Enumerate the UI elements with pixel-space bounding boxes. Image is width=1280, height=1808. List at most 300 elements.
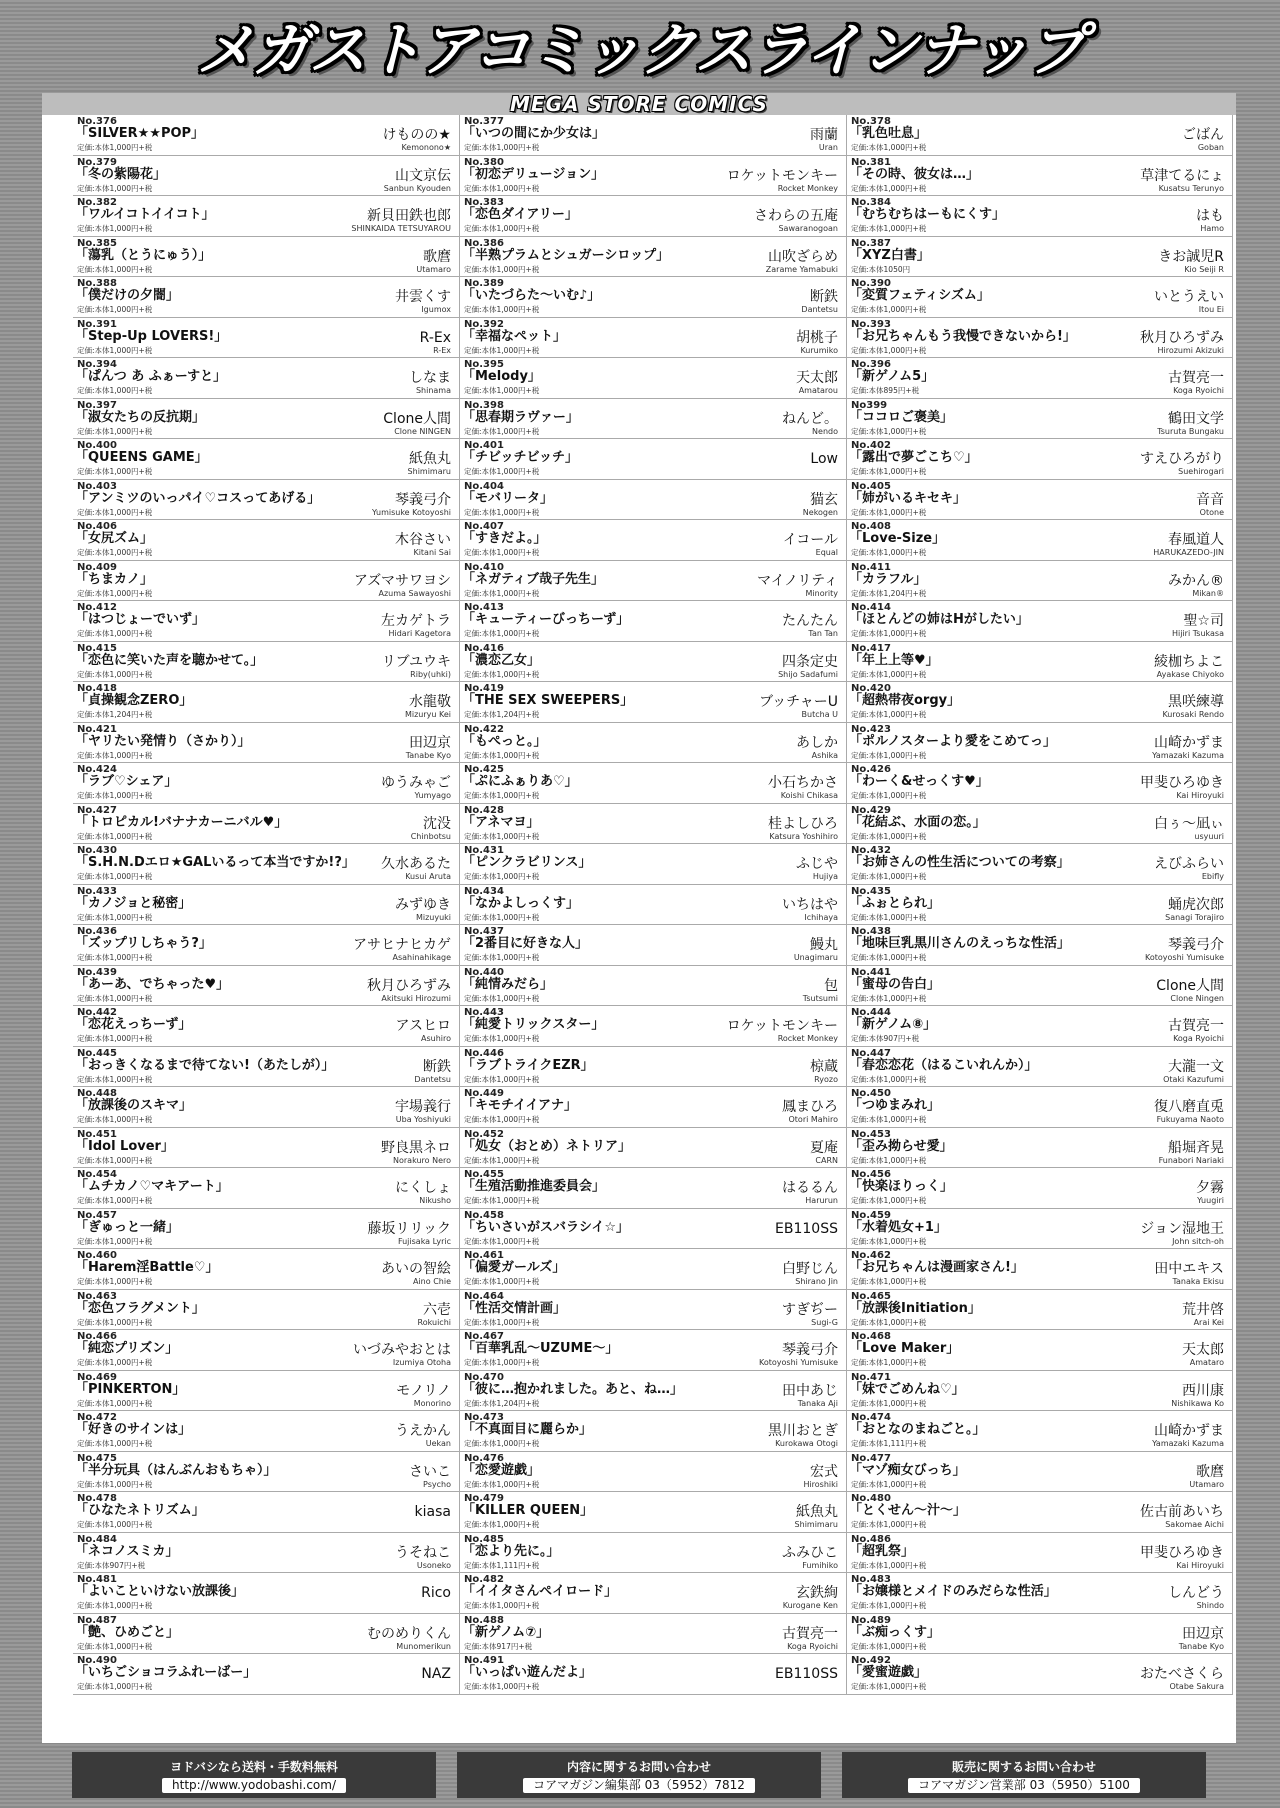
entry-price: 定価:本体1,000円+税 [77,507,153,517]
entry-author-romaji: Kemonono★ [401,143,451,152]
comic-entry [73,1614,460,1655]
entry-number: No.401 [464,440,504,451]
entry-author: みずゆき [395,896,451,913]
comic-entry [847,1290,1233,1331]
entry-number: No.473 [464,1412,504,1423]
comic-entry [460,804,847,845]
entry-author-romaji: Mizuryu Kei [404,710,451,719]
entry-author: いとうえい [1154,289,1224,305]
entry-author: 野良黒ネロ [381,1139,451,1156]
entry-author-romaji: Kurosaki Rendo [1162,710,1224,719]
entry-price: 定価:本体1,000円+税 [77,791,153,800]
entry-author-romaji: Arai Kei [1193,1317,1224,1327]
entry-author-romaji: R-Ex [433,345,451,355]
entry-price: 定価:本体1,000円+税 [77,224,153,233]
footer-phone: コアマガジン編集部 03（5952）7812 [523,1778,755,1793]
entry-number: No.382 [77,197,117,208]
entry-price: 定価:本体1,000円+税 [77,1601,153,1610]
entry-price: 定価:本体1,204円+税 [851,588,927,598]
entry-price: 定価:本体1,000円+税 [77,183,153,193]
entry-title: 「PINKERTON」 [75,1381,186,1397]
comic-entry [460,642,847,683]
entry-price: 定価:本体1,000円+税 [464,669,540,679]
entry-price: 定価:本体1,000円+税 [464,1277,540,1286]
entry-price: 定価:本体1,000円+税 [77,629,153,638]
entry-number: No.394 [77,359,117,370]
entry-author-romaji: Kurokawa Otogi [775,1439,838,1448]
entry-author: 山崎かずま [1154,1423,1224,1439]
comic-entry [460,1452,847,1493]
comic-entry [73,1249,460,1290]
entry-number: No.413 [464,602,504,613]
entry-title: 「ほとんどの姉はHがしたい」 [849,612,1029,627]
entry-author: 秋月ひろずみ [367,977,451,994]
comic-entry [847,520,1233,561]
entry-number: No.404 [464,480,504,492]
entry-price: 定価:本体1,000円+税 [464,1358,540,1367]
comic-entry [73,439,460,480]
entry-price: 定価:本体1,000円+税 [851,548,927,557]
entry-number: No.400 [77,440,117,451]
entry-author: 桂よしひろ [768,815,838,832]
entry-author: すぎぢー [782,1301,838,1318]
entry-number: No.462 [851,1250,891,1261]
entry-price: 定価:本体1,000円+税 [464,1682,540,1691]
entry-price: 定価:本体1,000円+税 [851,1317,927,1327]
entry-author-romaji: Amataro [1189,1358,1224,1367]
entry-price: 定価:本体1,000円+税 [77,1236,153,1246]
comic-entry [73,358,460,399]
entry-title: 「Idol Lover」 [75,1138,174,1154]
entry-author-romaji: Tanaka Ekisu [1172,1277,1224,1286]
entry-price: 定価:本体1,000円+税 [851,831,927,841]
entry-price: 定価:本体1,111円+税 [851,1439,927,1448]
entry-author-romaji: Kusatsu Terunyo [1158,183,1224,193]
comic-entry [460,763,847,804]
entry-author-romaji: Monorino [413,1398,451,1408]
comic-entry [460,156,847,197]
entry-author-romaji: CARN [815,1155,838,1165]
entry-title: 「年上上等♥」 [849,652,939,668]
entry-number: No.397 [77,399,117,411]
entry-price: 定価:本体1,000円+税 [851,993,927,1003]
comic-entry [73,1128,460,1169]
entry-number: No.391 [77,318,117,330]
entry-number: No.445 [77,1047,117,1059]
entry-number: No.377 [464,116,504,127]
entry-number: No.398 [464,399,504,411]
entry-price: 定価:本体1,000円+税 [464,831,540,841]
entry-price: 定価:本体907円+税 [851,1034,920,1043]
entry-price: 定価:本体895円+税 [851,386,920,395]
entry-title: 「わーく&せっくす♥」 [849,774,989,789]
entry-author: kiasa [414,1504,451,1520]
entry-title: 「ネコノスミカ」 [75,1543,179,1559]
entry-price: 定価:本体1,204円+税 [464,1398,540,1408]
entry-author-romaji: Hirozumi Akizuki [1157,345,1224,355]
entry-price: 定価:本体1,000円+税 [77,1358,153,1367]
comic-entry [847,318,1233,359]
entry-title: 「ピンクラビリンス」 [462,855,592,870]
entry-author: にくしょ [395,1180,451,1196]
footer-box-sales [842,1752,1206,1798]
entry-number: No.384 [851,197,891,208]
entry-price: 定価:本体1,000円+税 [77,993,153,1003]
entry-title: 「もぺっと。」 [462,733,547,749]
entry-title: 「僕だけの夕闇」 [75,288,180,303]
entry-title: 「ちいさいがスバラシイ☆」 [462,1219,630,1235]
entry-author-romaji: Koga Ryoichi [787,1641,838,1651]
comic-entry [847,480,1233,521]
entry-number: No.393 [851,318,891,330]
entry-title: 「アネマヨ」 [462,814,540,830]
entry-number: No.414 [851,602,891,613]
page-title: メガストアコミックスラインナップ [196,16,1084,84]
entry-author-romaji: Ebifly [1201,872,1224,881]
catalog-sheet [42,93,1236,1743]
entry-price: 定価:本体1,000円+税 [464,143,540,152]
comic-entry [460,1533,847,1574]
comic-entry [460,277,847,318]
entry-price: 定価:本体1,000円+税 [851,143,927,152]
footer-url-link[interactable]: http://www.yodobashi.com/ [162,1778,346,1793]
entry-number: No.448 [77,1088,117,1099]
entry-author: 琴義弓介 [1168,937,1224,953]
entry-price: 定価:本体1,000円+税 [464,912,540,922]
comic-entry [460,1371,847,1412]
entry-author-romaji: Aino Chie [412,1277,451,1286]
entry-price: 定価:本体1,000円+税 [464,345,540,355]
entry-number: No.389 [464,278,504,289]
comic-entry [460,439,847,480]
entry-title: 「放課後のスキマ」 [75,1098,193,1113]
footer-heading: 内容に関するお問い合わせ [566,1759,711,1774]
entry-author: 紙魚丸 [409,451,451,467]
entry-title: 「冬の紫陽花」 [75,166,167,182]
entry-price: 定価:本体1,000円+税 [464,1236,540,1246]
entry-title: 「蕩乳（とうにゅう）」 [75,247,212,263]
entry-number: No.424 [77,764,117,775]
entry-number: No.450 [851,1088,891,1099]
entry-author-romaji: Rocket Monkey [777,183,838,193]
entry-price: 定価:本体1,000円+税 [851,305,927,314]
entry-number: No.437 [464,926,504,937]
entry-title: 「淑女たちの反抗期」 [75,409,206,425]
entry-number: No.383 [464,197,504,208]
entry-author-romaji: Shimimaru [407,467,451,476]
comic-entry [460,561,847,602]
entry-author: 佐古前あいち [1140,1504,1224,1520]
entry-number: No.449 [464,1088,504,1099]
entry-title: 「ネガティブ哉子先生」 [462,571,604,587]
comic-entry [73,682,460,723]
entry-title: 「お姉さんの性生活についての考察」 [849,855,1070,870]
entry-title: 「恋色ダイアリー」 [462,207,578,222]
comic-entry [460,318,847,359]
entry-number: No.407 [464,521,504,532]
entry-author: えびふらい [1154,856,1224,872]
entry-author-romaji: Azuma Sawayoshi [378,588,451,598]
entry-author-romaji: Nendo [812,426,838,436]
entry-author-romaji: Unagimaru [793,953,838,962]
entry-author: 井雲くす [395,289,451,305]
comic-entry [847,1573,1233,1614]
comic-entry [73,480,460,521]
comic-entry [847,1209,1233,1250]
entry-title: 「ふぉとられ」 [849,895,941,911]
comic-entry [847,358,1233,399]
comic-entry [73,601,460,642]
comic-entry [847,804,1233,845]
comic-entry [73,196,460,237]
entry-price: 定価:本体1,000円+税 [464,872,540,881]
entry-price: 定価:本体1,000円+税 [851,1479,927,1489]
entry-author-romaji: Tanaka Aji [797,1398,838,1408]
entry-author-romaji: Tan Tan [808,629,838,638]
entry-number: No.433 [77,885,117,897]
entry-price: 定価:本体1,000円+税 [77,831,153,841]
entry-author: 胡桃子 [796,329,838,346]
entry-author-romaji: Riby(uhki) [410,669,451,679]
comic-entry [73,520,460,561]
entry-author-romaji: John sitch-oh [1172,1236,1224,1246]
entry-title: 「つゆまみれ」 [849,1098,941,1113]
entry-author-romaji: Nishikawa Ko [1171,1398,1224,1408]
entry-author-romaji: Funabori Nariaki [1158,1155,1224,1165]
entry-number: No.471 [851,1371,891,1383]
entry-price: 定価:本体1,000円+税 [77,1034,153,1043]
entry-author-romaji: Ichihaya [804,912,838,922]
entry-author: はるるん [782,1180,838,1196]
entry-price: 定価:本体1,000円+税 [464,426,540,436]
entry-author: 夏庵 [810,1139,838,1156]
comic-entry [847,399,1233,440]
entry-author: はも [1196,208,1224,224]
entry-price: 定価:本体1,000円+税 [851,1520,927,1529]
entry-author: Clone人間 [1156,977,1224,994]
entry-title: 「カラフル」 [849,571,927,587]
entry-price: 定価:本体1,000円+税 [464,1601,540,1610]
entry-author: うえかん [395,1423,451,1439]
entry-author: 蛹虎次郎 [1168,896,1224,913]
entry-price: 定価:本体1,000円+税 [464,1520,540,1529]
entry-number: No.417 [851,642,891,654]
entry-number: No.443 [464,1007,504,1018]
entry-title: 「ワルイコトイイコト」 [75,207,215,222]
entry-author-romaji: Otaki Kazufumi [1163,1074,1224,1084]
entry-author-romaji: Otone [1199,507,1224,517]
entry-author: 山吹ざらめ [768,248,838,265]
entry-author: 宏式 [810,1463,838,1480]
entry-author-romaji: Mikan® [1192,588,1224,598]
entry-author-romaji: Otabe Sakura [1169,1682,1224,1691]
entry-price: 定価:本体1,000円+税 [851,1236,927,1246]
entry-title: 「純愛トリックスター」 [462,1017,605,1032]
entry-author-romaji: Yumyago [414,791,451,800]
entry-number: No.463 [77,1290,117,1302]
entry-number: No.427 [77,804,117,816]
entry-author-romaji: Koga Ryoichi [1173,386,1224,395]
entry-title: 「ぎゅっと一緒」 [75,1219,180,1235]
entry-author: おたべさくら [1140,1666,1224,1682]
entry-price: 定価:本体1,000円+税 [77,305,153,314]
entry-author: 左カゲトラ [381,613,451,629]
entry-author-romaji: SHINKAIDA TETSUYAROU [351,224,451,233]
entry-price: 定価:本体1,000円+税 [851,1074,927,1084]
entry-author-romaji: Akitsuki Hirozumi [381,993,451,1003]
entry-author: 水龍敬 [409,694,451,710]
entry-price: 定価:本体1,000円+税 [77,548,153,557]
comic-entry [847,1411,1233,1452]
footer-box-yodobashi [72,1752,436,1798]
entry-author-romaji: Butcha U [801,710,838,719]
entry-number: No.392 [464,318,504,330]
entry-author-romaji: Chinbotsu [410,831,451,841]
entry-price: 定価:本体1,000円+税 [851,669,927,679]
entry-title: 「2番目に好きな人」 [462,936,589,951]
entry-title: 「乳色吐息」 [849,126,928,141]
entry-title: 「妹でごめんね♡」 [849,1381,965,1397]
comic-entry [460,723,847,764]
entry-number: No.410 [464,561,504,573]
entry-title: 「おとなのまねごと。」 [849,1422,986,1437]
entry-author-romaji: Asuhiro [420,1034,451,1043]
comic-entry [73,1168,460,1209]
entry-number: No.465 [851,1290,891,1302]
entry-title: 「いたづらた～いむ♪」 [462,288,601,303]
entry-title: 「ぱんつ あ ふぁーすと」 [75,369,227,384]
entry-price: 定価:本体1,000円+税 [851,1601,927,1610]
entry-author-romaji: Nikusho [419,1196,451,1205]
entry-title: 「濃恋乙女」 [462,652,541,668]
entry-author-romaji: Ashika [811,750,838,760]
entry-price: 定価:本体1,000円+税 [851,1196,927,1205]
entry-title: 「あーあ、でちゃった♥」 [75,976,230,992]
entry-price: 定価:本体1,000円+税 [851,467,927,476]
comic-entry [847,1249,1233,1290]
comic-entry [73,1492,460,1533]
entry-author: ロケットモンキー [726,167,838,184]
entry-author-romaji: Tanabe Kyo [405,750,451,760]
entry-number: No.491 [464,1655,504,1666]
entry-author: 宇場義行 [395,1099,451,1115]
comic-entry [847,115,1233,156]
entry-number: No.416 [464,642,504,654]
entry-price: 定価:本体1,000円+税 [464,1196,540,1205]
comic-entry [460,1654,847,1695]
entry-number: No.420 [851,683,891,694]
comic-entry [73,1654,460,1695]
entry-author-romaji: Kio Seiji R [1184,264,1224,274]
entry-author-romaji: Amatarou [798,386,838,395]
footer-heading: 販売に関するお問い合わせ [951,1759,1096,1774]
entry-number: No.483 [851,1574,891,1585]
entry-author-romaji: Goban [1197,143,1224,152]
entry-price: 定価:本体1,000円+税 [77,872,153,881]
entry-author: 甲斐ひろゆき [1140,775,1224,791]
entry-number: No.385 [77,237,117,249]
entry-title: 「キューティーびっちーず」 [462,612,630,627]
entry-price: 定価:本体1,000円+税 [464,305,540,314]
entry-number: No.452 [464,1128,504,1140]
entry-author: 夕霧 [1196,1180,1224,1196]
entry-number: No.438 [851,926,891,937]
comic-entry [73,1047,460,1088]
entry-author-romaji: Shirano Jin [795,1277,838,1286]
entry-author: 六壱 [423,1301,451,1318]
entry-author-romaji: Sanbun Kyouden [383,183,451,193]
entry-author: 西川康 [1182,1382,1224,1399]
entry-author: ジョン湿地王 [1140,1220,1224,1237]
entry-author: 黒川おとぎ [768,1423,838,1439]
entry-price: 定価:本体1,000円+税 [77,1317,153,1327]
entry-author: R-Ex [419,329,451,346]
entry-author-romaji: Fukuyama Naoto [1156,1115,1224,1124]
entry-price: 定価:本体1,000円+税 [77,1682,153,1691]
entry-number: No399 [851,399,888,411]
comic-entry [460,1290,847,1331]
comic-entry [73,1371,460,1412]
comic-entry [847,763,1233,804]
entry-author: マイノリティ [757,572,838,589]
entry-number: No.466 [77,1331,117,1342]
entry-number: No.489 [851,1614,891,1626]
entry-author-romaji: Sakomae Aichi [1165,1520,1224,1529]
entry-number: No.403 [77,480,117,492]
entry-number: No.470 [464,1371,504,1383]
entry-author: 田辺京 [1182,1625,1224,1642]
entry-author-romaji: Shijo Sadafumi [778,669,838,679]
comic-entry [847,885,1233,926]
entry-number: No.490 [77,1655,117,1666]
entry-number: No.386 [464,237,504,249]
comic-entry [73,844,460,885]
comic-entry [73,1209,460,1250]
entry-author-romaji: Yumisuke Kotoyoshi [372,507,451,517]
entry-title: 「よいこといけない放課後」 [75,1584,245,1599]
entry-title: 「とくせん～汁～」 [849,1503,967,1518]
entry-number: No.478 [77,1493,117,1504]
comic-entry [460,1614,847,1655]
entry-number: No.436 [77,926,117,937]
entry-price: 定価:本体1,111円+税 [464,1560,540,1570]
entry-number: No.412 [77,602,117,613]
entry-number: No.431 [464,845,504,856]
comic-entry [73,804,460,845]
entry-author: EB110SS [775,1666,838,1682]
entry-price: 定価:本体1,000円+税 [77,1074,153,1084]
entry-price: 定価:本体1,000円+税 [464,791,540,800]
entry-price: 定価:本体1,000円+税 [464,1317,540,1327]
entry-title: 「ムチカノ♡マキアート」 [75,1179,229,1194]
comic-entry [73,277,460,318]
entry-author: 久水あるた [381,856,451,872]
comic-entry [460,1573,847,1614]
entry-author: たんたん [782,613,838,629]
entry-number: No.419 [464,683,504,694]
entry-author: 包 [824,977,838,994]
comic-entry [460,115,847,156]
entry-author: 猫玄 [810,491,838,508]
entry-number: No.469 [77,1371,117,1383]
entry-title: 「春恋恋花（はるこいれんか）」 [849,1057,1038,1073]
entry-author: 椋蔵 [810,1058,838,1075]
entry-price: 定価:本体1,000円+税 [77,467,153,476]
comic-entry [73,1411,460,1452]
entry-title: 「ぶ痴っくす」 [849,1624,941,1640]
entry-author-romaji: Dantetsu [801,305,838,314]
comic-entry [847,1452,1233,1493]
